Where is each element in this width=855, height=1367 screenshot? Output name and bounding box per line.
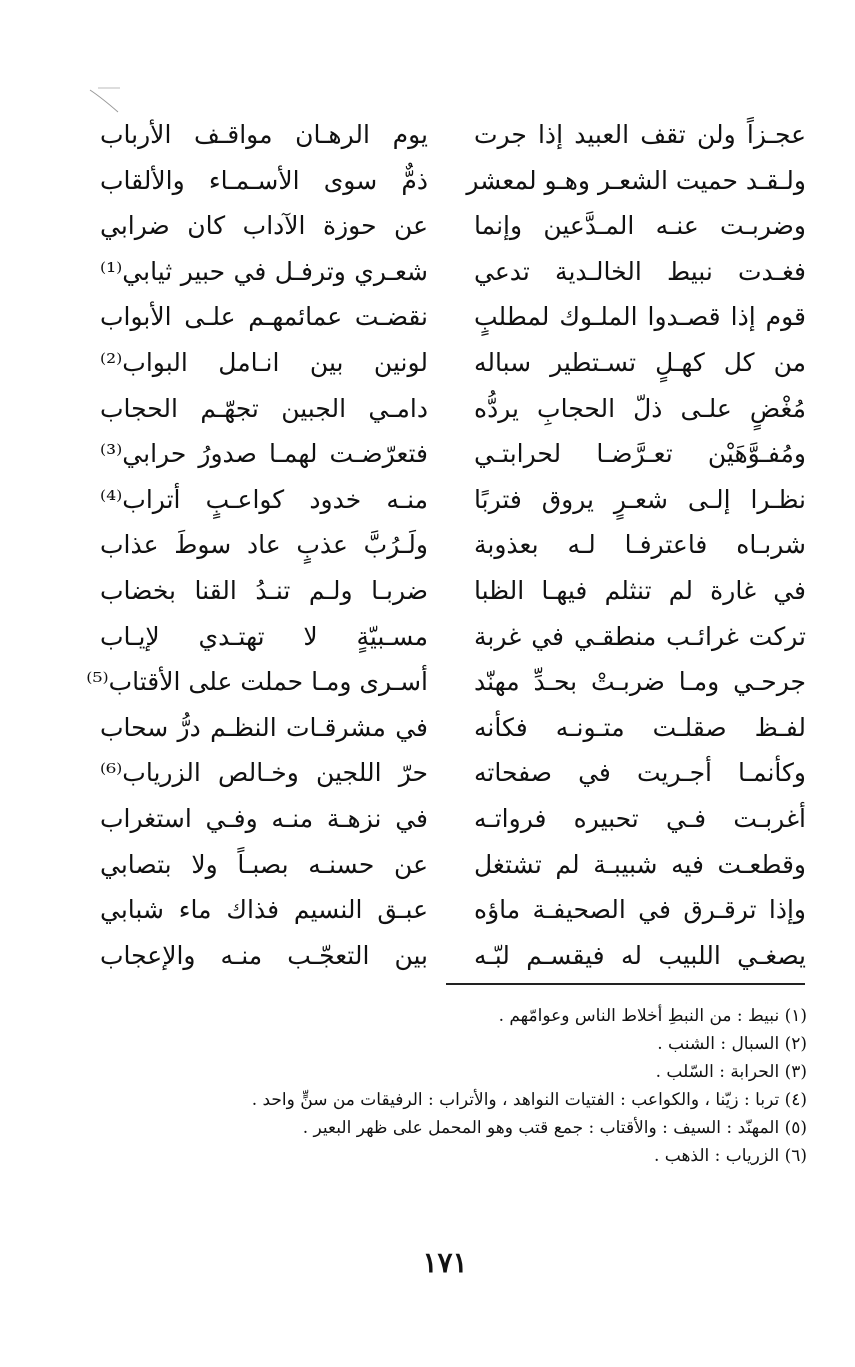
verse-row bbox=[0, 249, 855, 294]
verse-row bbox=[0, 431, 855, 476]
first-hemistich: يصغـي اللبيب له فيقسـم لبّـه bbox=[474, 940, 806, 970]
second-hemistich: حرّ اللجين وخـالص الزرياب⁽⁶⁾ bbox=[100, 758, 428, 788]
page-number: ١٧١ bbox=[422, 1246, 468, 1279]
second-hemistich: فتعرّضـت لهمـا صدورُ حرابي⁽³⁾ bbox=[100, 439, 428, 469]
second-hemistich: عبـق النسيم فذاك ماء شبابي bbox=[100, 895, 428, 925]
footnote-separator bbox=[446, 983, 805, 985]
first-hemistich: فغـدت نبيط الخالـدية تدعي bbox=[474, 256, 806, 286]
first-hemistich: جرحـي ومـا ضربـتْ بحـدِّ مهنّد bbox=[474, 667, 806, 697]
first-hemistich: أغربـت فـي تحبيره فرواتـه bbox=[474, 804, 806, 833]
first-hemistich: تركت غرائـب منطقـي في غربة bbox=[474, 621, 806, 651]
second-hemistich: منـه خدود كواعـبٍ أتراب⁽⁴⁾ bbox=[100, 484, 428, 514]
first-hemistich: من كل كهـلٍ تسـتطير سباله bbox=[474, 348, 806, 377]
verse-row bbox=[0, 933, 855, 978]
second-hemistich: في نزهـة منـه وفـي استغراب bbox=[100, 804, 428, 833]
second-hemistich: دامـي الجبين تجهّـم الحجاب bbox=[100, 393, 428, 423]
first-hemistich: في غارة لم تنثلم فيهـا الظبا bbox=[474, 576, 806, 605]
second-hemistich: بين التعجّـب منـه والإعجاب bbox=[100, 940, 428, 970]
verse-row bbox=[0, 294, 855, 339]
second-hemistich: يوم الرهـان مواقـف الأرباب bbox=[100, 120, 428, 149]
verse-row bbox=[0, 522, 855, 567]
footnote: (٦) الزرياب : الذهب . bbox=[653, 1146, 807, 1166]
second-hemistich: ولَـرُبَّ عذبٍ عاد سوطَ عذاب bbox=[100, 530, 428, 560]
first-hemistich: ولـقـد حميت الشعـر وهـو لمعشر bbox=[466, 165, 806, 195]
second-hemistich: ضربـا ولـم تنـدُ القنا بخضاب bbox=[100, 576, 428, 605]
first-hemistich: قوم إذا قصـدوا الملـوك لمطلبٍ bbox=[474, 302, 806, 332]
verse-row bbox=[0, 659, 855, 704]
verse-row bbox=[0, 112, 855, 157]
first-hemistich: لفـظ صقلـت متـونـه فكأنه bbox=[474, 712, 806, 742]
verse-row bbox=[0, 158, 855, 203]
scan-corner-mark bbox=[88, 88, 122, 114]
first-hemistich: وقطعـت فيه شبيبـة لم تشتغل bbox=[474, 849, 806, 879]
verse-row bbox=[0, 842, 855, 887]
second-hemistich: نقضـت عمائمهـم علـى الأبواب bbox=[100, 302, 428, 332]
first-hemistich: وضربـت عنـه المـدَّعين وإنما bbox=[474, 211, 806, 241]
footnote: (١) نبيط : من النبطِ أخلاط الناس وعوامّهم . bbox=[498, 1006, 807, 1026]
verse-row bbox=[0, 477, 855, 522]
first-hemistich: ومُفـوَّهَيْن تعـرَّضـا لحرابتـي bbox=[474, 439, 806, 469]
second-hemistich: عن حسنـه بصبـاً ولا بتصابي bbox=[100, 849, 428, 879]
footnote: (٤) تربا : زيّنا ، والكواعب : الفتيات النواهد ، والأتراب : الرفيقات من سنٍّ واحد . bbox=[251, 1090, 807, 1110]
verse-row bbox=[0, 887, 855, 932]
verse-row bbox=[0, 705, 855, 750]
footnote: (٥) المهنّد : السيف : والأقتاب : جمع قتب وهو المحمل على ظهر البعير . bbox=[302, 1118, 807, 1138]
footnotes bbox=[87, 1002, 807, 1170]
second-hemistich: مسـبيّةٍ لا تهتـدي لإيـاب bbox=[100, 621, 428, 651]
first-hemistich: عجـزاً ولن تقف العبيد إذا جرت bbox=[474, 120, 806, 149]
first-hemistich: شربـاه فاعترفـا لـه بعذوبة bbox=[474, 530, 806, 560]
poem bbox=[0, 112, 855, 970]
verse-row bbox=[0, 203, 855, 248]
first-hemistich: مُغْضٍ علـى ذلّ الحجابِ يردُّه bbox=[474, 393, 806, 423]
verse-row bbox=[0, 614, 855, 659]
first-hemistich: نظـرا إلـى شعـرٍ يروق فتربًا bbox=[474, 484, 806, 514]
second-hemistich: عن حوزة الآداب كان ضرابي bbox=[100, 211, 428, 241]
second-hemistich: في مشرقـات النظـم درُّ سحاب bbox=[100, 712, 428, 742]
second-hemistich: ذمٌّ سوى الأسـمـاء والألقاب bbox=[100, 165, 428, 195]
verse-row bbox=[0, 340, 855, 385]
footnote: (٢) السبال : الشنب . bbox=[657, 1034, 807, 1054]
verse-row bbox=[0, 750, 855, 795]
verse-row bbox=[0, 386, 855, 431]
first-hemistich: وكأنمـا أجـريت في صفحاته bbox=[474, 758, 806, 788]
second-hemistich: لونين بين انـامل البواب⁽²⁾ bbox=[100, 348, 428, 377]
second-hemistich: أسـرى ومـا حملت على الأقتاب⁽⁵⁾ bbox=[86, 667, 428, 697]
verse-row bbox=[0, 796, 855, 841]
second-hemistich: شعـري وترفـل في حبير ثيابي⁽¹⁾ bbox=[100, 256, 428, 286]
first-hemistich: وإذا ترقـرق في الصحيفـة ماؤه bbox=[474, 895, 806, 925]
verse-row bbox=[0, 568, 855, 613]
footnote: (٣) الحرابة : السّلب . bbox=[655, 1062, 807, 1082]
